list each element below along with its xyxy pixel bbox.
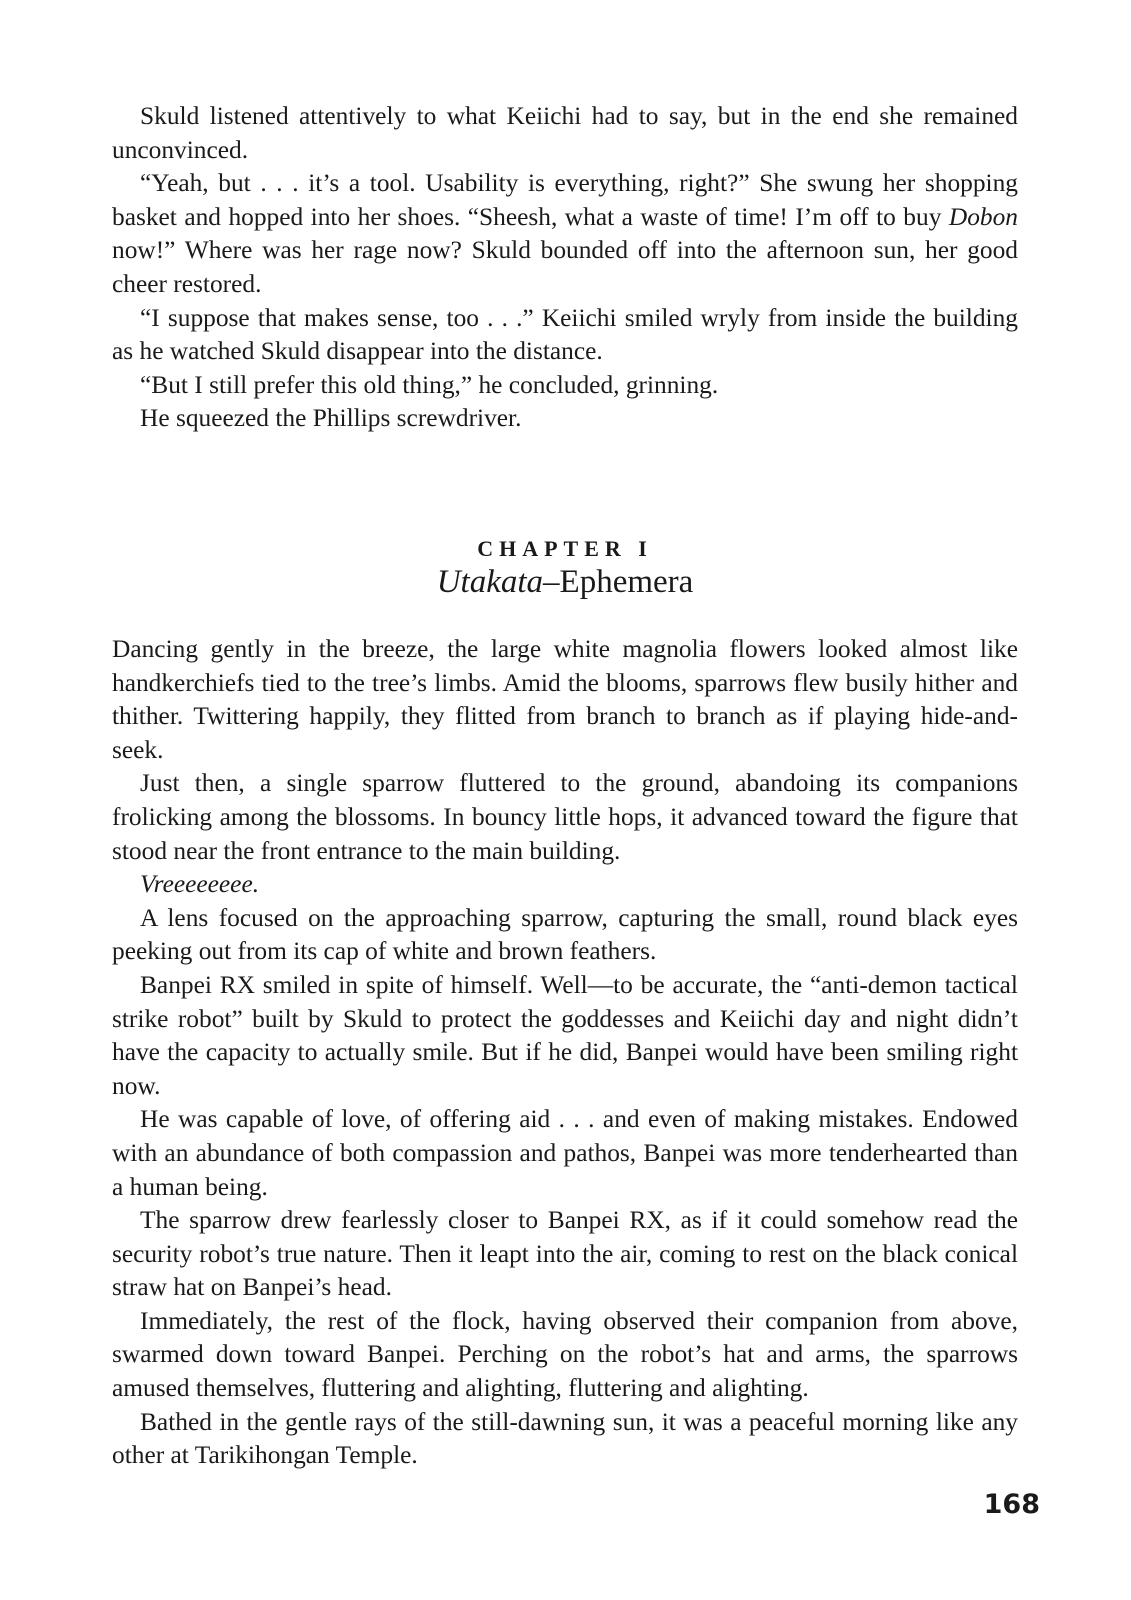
paragraph: Dancing gently in the breeze, the large white magnolia flowers looked almost like handkerchiefs tied to the tree’s limbs. Amid the blooms, sparrows flew busily hither and thither. Twittering happily, they flitted from branch to branch as if playing hide-and-seek.	[112, 635, 1018, 764]
paragraph: Bathed in the gentle rays of the still-dawning sun, it was a peaceful morning like any other at Tarikihongan Temple.	[112, 1407, 1018, 1470]
paragraph: “I suppose that makes sense, too . . .” Keiichi smiled wryly from inside the building as he watched Skuld disappear into the distance.	[112, 303, 1018, 366]
paragraph: “Yeah, but . . . it’s a tool. Usability is everything, right?” She swung her shopping basket and hopped into her shoes. “Sheesh, what a waste of time! I’m off to buy Dobon now!” Where was her rage now? Skuld bounded off into the afternoon sun, her good cheer restored.	[112, 169, 1018, 298]
chapter-label: CHAPTER I	[477, 536, 653, 561]
top-section	[112, 100, 1018, 436]
paragraph: Immediately, the rest of the flock, having observed their companion from above, swarmed down toward Banpei. Perching on the robot’s hat and arms, the sparrows amused themselves, fluttering and alighting, fluttering and alighting.	[112, 1306, 1018, 1403]
paragraph: He squeezed the Phillips screwdriver.	[140, 404, 522, 433]
paragraph: The sparrow drew fearlessly closer to Banpei RX, as if it could somehow read the security robot’s true nature. Then it leapt into the air, coming to rest on the black conical straw hat on Banpei’s head.	[112, 1206, 1018, 1302]
paragraph: Vreeeeeeee.	[140, 870, 260, 899]
paragraph: “But I still prefer this old thing,” he concluded, grinning.	[140, 370, 719, 399]
page-number: 168	[983, 1489, 1040, 1520]
chapter-title-emphasis: Utakata	[436, 564, 544, 600]
chapter-body	[112, 633, 1018, 1473]
paragraph: Just then, a single sparrow fluttered to the ground, abandoing its companions frolicking among the blossoms. In bouncy little hops, it advanced toward the figure that stood near the front entrance to the main building.	[112, 769, 1018, 865]
paragraph: Banpei RX smiled in spite of himself. Well—to be accurate, the “anti-demon tactical strike robot” built by Skuld to protect the goddesses and Keiichi day and night didn’t have the capacity to actually smile. But if he did, Banpei would have been smiling right now.	[112, 970, 1018, 1100]
paragraph: Skuld listened attentively to what Keiichi had to say, but in the end she remained unconvinced.	[112, 102, 1018, 164]
chapter-title-rest: –Ephemera	[543, 564, 694, 600]
paragraph: A lens focused on the approaching sparrow, capturing the small, round black eyes peeking out from its cap of white and brown feathers.	[112, 903, 1018, 966]
paragraph: He was capable of love, of offering aid . . . and even of making mistakes. Endowed with an abundance of both compassion and pathos, Banpei was more tenderhearted than a human being.	[112, 1105, 1018, 1201]
chapter-title	[112, 562, 1018, 602]
